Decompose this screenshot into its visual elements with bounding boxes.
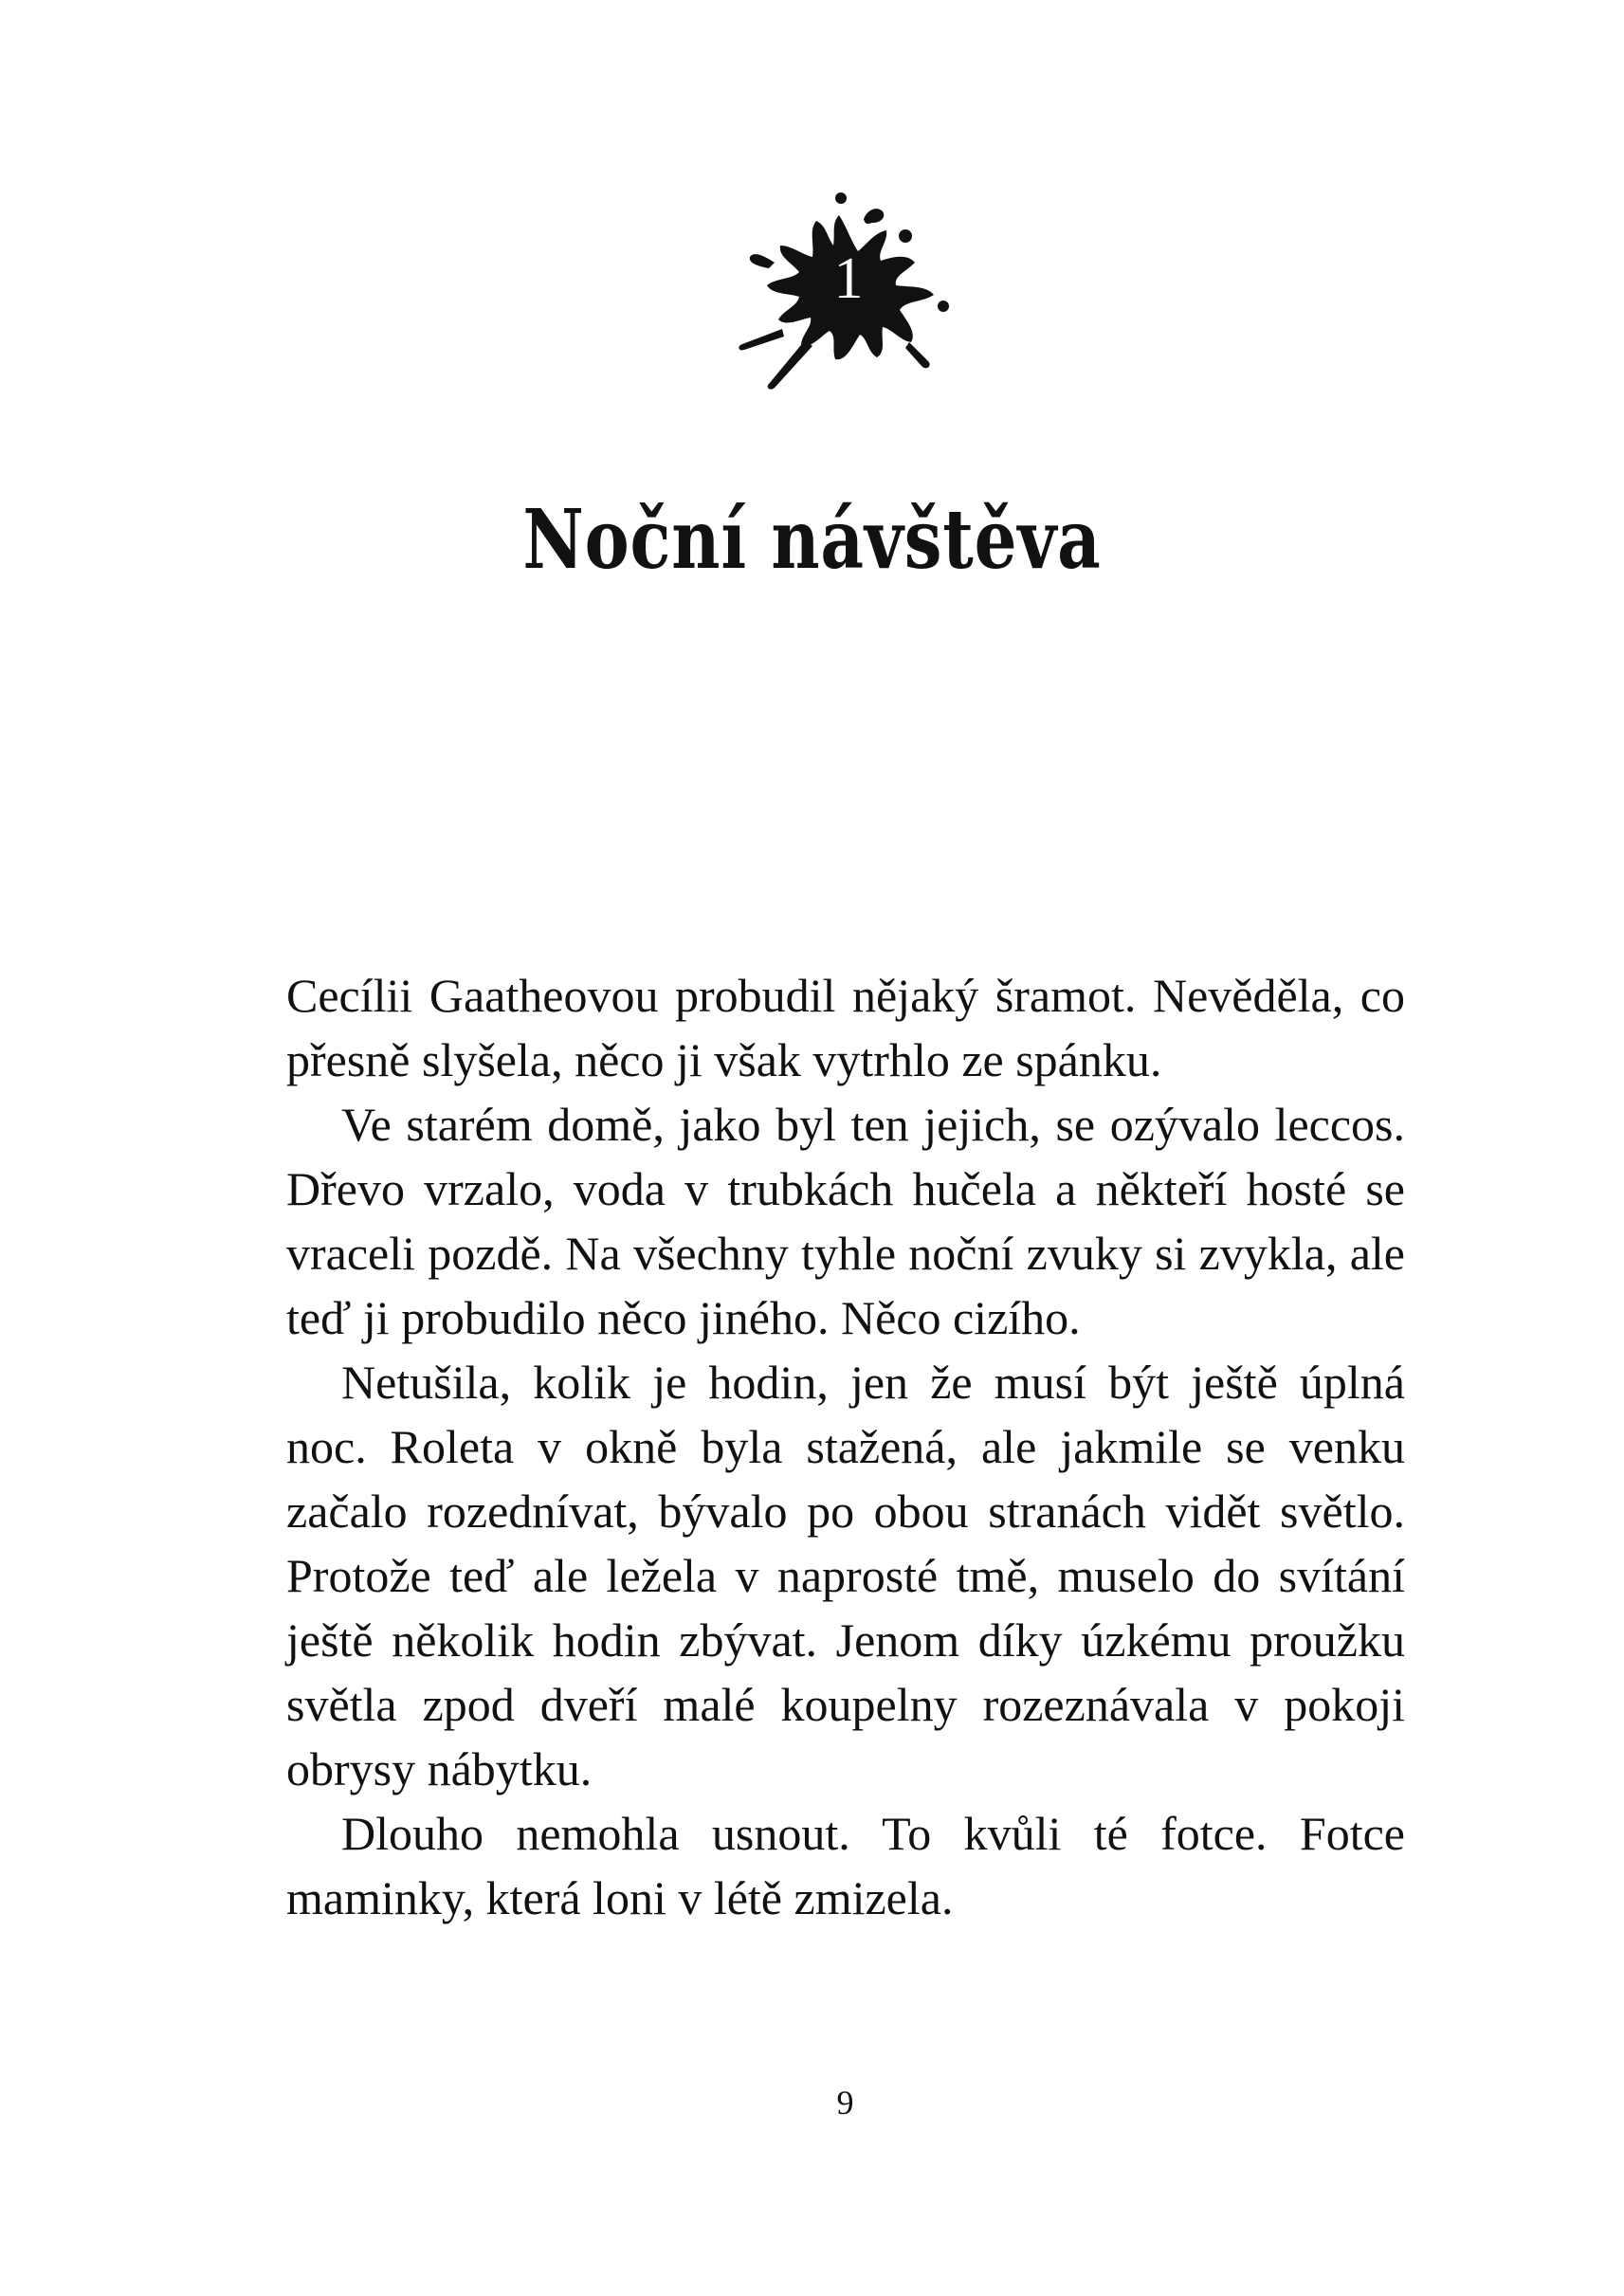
paragraph: Ve starém domě, jako byl ten jejich, se ozývalo leccos. Dřevo vrzalo, voda v trubkách hučela a někteří hosté se vraceli pozdě. Na všechny tyhle noční zvuky si zvykla, ale teď ji probudilo něco jiného. Něco cizího. (286, 1098, 1405, 1344)
paragraph: Netušila, kolik je hodin, jen že musí být ještě úplná noc. Roleta v okně byla stažená, ale jakmile se venku začalo rozednívat, bývalo po obou stranách vidět světlo. Protože teď ale ležela v naprosté tmě, muselo do svítání ještě několik hodin zbývat. Jenom díky úzkému proužku světla zpod dveří malé koupelny rozeznávala v pokoji obrysy nábytku. (286, 1356, 1405, 1795)
page-number: 9 (836, 2084, 854, 2122)
chapter-number: 1 (833, 246, 864, 311)
chapter-emblem (725, 185, 972, 403)
paragraph: Cecílii Gaatheovou probudil nějaký šramot. Nevěděla, co přesně slyšela, něco ji však vytrhlo ze spánku. (286, 969, 1405, 1086)
paragraph: Dlouho nemohla usnout. To kvůli té fotce. Fotce maminky, která loni v létě zmizela. (286, 1807, 1405, 1924)
chapter-body (286, 963, 1405, 1930)
chapter-title: Noční návštěva (522, 492, 1102, 588)
